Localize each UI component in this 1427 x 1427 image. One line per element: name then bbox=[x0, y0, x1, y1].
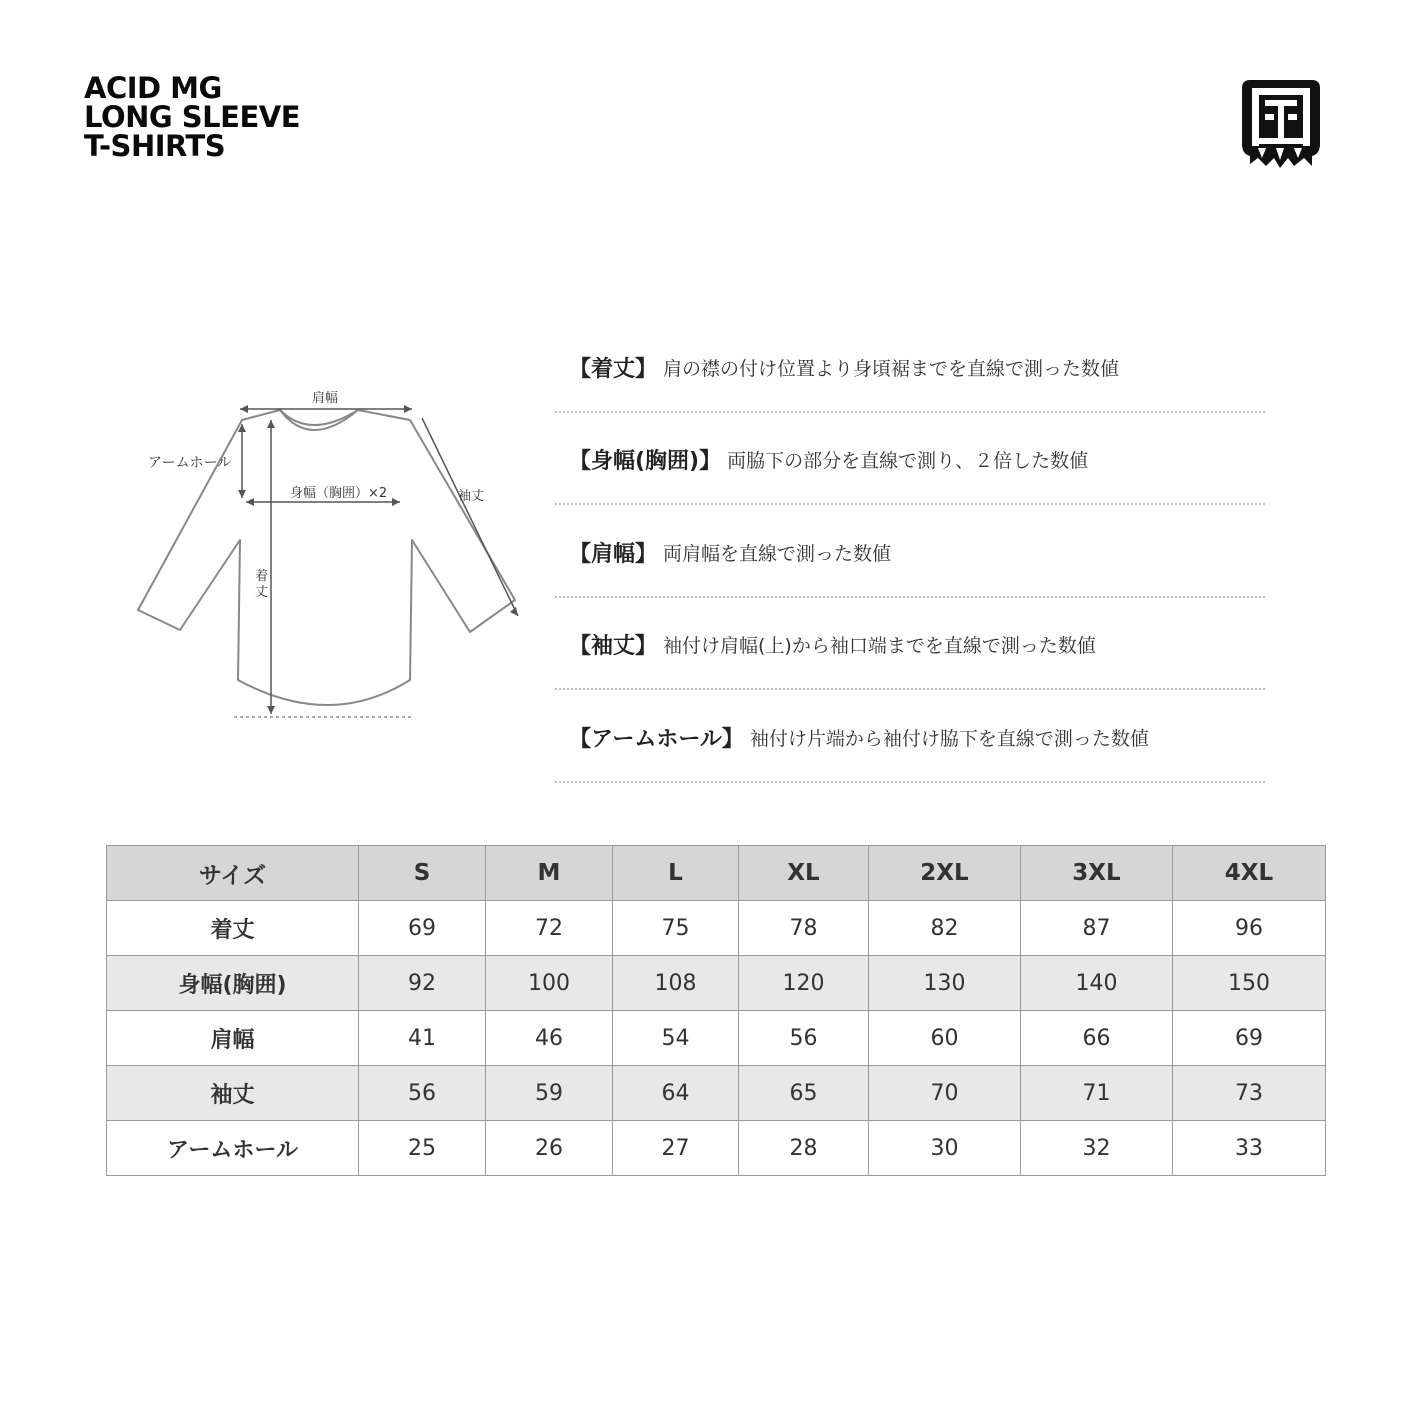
table-cell: 87 bbox=[1021, 901, 1173, 956]
table-row bbox=[107, 956, 1326, 1011]
definition-term: 【着丈】 bbox=[569, 356, 658, 382]
size-chart-table bbox=[106, 845, 1326, 1176]
table-cell: 70 bbox=[869, 1066, 1021, 1121]
table-cell: 25 bbox=[359, 1121, 486, 1176]
table-cell: 69 bbox=[1173, 1011, 1326, 1066]
header-size-cell: 3XL bbox=[1021, 846, 1173, 901]
table-cell: 54 bbox=[613, 1011, 739, 1066]
table-cell: 92 bbox=[359, 956, 486, 1011]
definition-term: 【身幅(胸囲)】 bbox=[569, 449, 722, 475]
table-row bbox=[107, 1121, 1326, 1176]
diagram-label-shoulder: 肩幅 bbox=[312, 391, 339, 406]
table-cell: 56 bbox=[359, 1066, 486, 1121]
table-cell: 27 bbox=[613, 1121, 739, 1176]
header-size-cell: M bbox=[486, 846, 613, 901]
table-cell: 75 bbox=[613, 901, 739, 956]
header-size-cell: 2XL bbox=[869, 846, 1021, 901]
table-cell: 64 bbox=[613, 1066, 739, 1121]
table-cell: 26 bbox=[486, 1121, 613, 1176]
diagram-label-chest: 身幅（胸囲）×2 bbox=[290, 486, 388, 501]
definition-row bbox=[555, 690, 1265, 783]
table-cell: 46 bbox=[486, 1011, 613, 1066]
diagram-label-length-2: 丈 bbox=[255, 585, 269, 600]
measurement-definitions bbox=[555, 320, 1265, 783]
table-cell: 108 bbox=[613, 956, 739, 1011]
table-cell: 33 bbox=[1173, 1121, 1326, 1176]
row-label-cell: 袖丈 bbox=[107, 1066, 359, 1121]
definition-term: 【袖丈】 bbox=[569, 634, 658, 660]
table-cell: 30 bbox=[869, 1121, 1021, 1176]
product-title-line-3: T-SHIRTS bbox=[84, 129, 226, 163]
row-label-cell: 身幅(胸囲) bbox=[107, 956, 359, 1011]
header-size-cell: S bbox=[359, 846, 486, 901]
table-cell: 130 bbox=[869, 956, 1021, 1011]
table-cell: 100 bbox=[486, 956, 613, 1011]
table-header-row bbox=[107, 846, 1326, 901]
header-size-cell: XL bbox=[739, 846, 869, 901]
table-cell: 56 bbox=[739, 1011, 869, 1066]
product-title bbox=[84, 71, 301, 163]
table-cell: 140 bbox=[1021, 956, 1173, 1011]
definition-text: 袖付け片端から袖付け脇下を直線で測った数値 bbox=[749, 727, 1149, 750]
tshirt-diagram bbox=[130, 380, 530, 725]
product-title-line-2: LONG SLEEVE bbox=[84, 100, 301, 134]
table-row bbox=[107, 1066, 1326, 1121]
row-label-cell: アームホール bbox=[107, 1121, 359, 1176]
definition-term: 【アームホール】 bbox=[569, 726, 744, 752]
table-cell: 41 bbox=[359, 1011, 486, 1066]
table-cell: 59 bbox=[486, 1066, 613, 1121]
table-cell: 71 bbox=[1021, 1066, 1173, 1121]
table-cell: 32 bbox=[1021, 1121, 1173, 1176]
diagram-label-sleeve: 袖丈 bbox=[458, 489, 485, 504]
row-label-cell: 肩幅 bbox=[107, 1011, 359, 1066]
table-row bbox=[107, 1011, 1326, 1066]
table-cell: 69 bbox=[359, 901, 486, 956]
table-cell: 28 bbox=[739, 1121, 869, 1176]
table-cell: 120 bbox=[739, 956, 869, 1011]
table-cell: 72 bbox=[486, 901, 613, 956]
diagram-label-armhole: アームホール bbox=[148, 455, 232, 471]
header-size-cell: 4XL bbox=[1173, 846, 1326, 901]
product-title-line-1: ACID MG bbox=[84, 71, 222, 105]
header-size-cell: L bbox=[613, 846, 739, 901]
table-cell: 66 bbox=[1021, 1011, 1173, 1066]
table-row bbox=[107, 901, 1326, 956]
definition-row bbox=[555, 413, 1265, 506]
definition-text: 両肩幅を直線で測った数値 bbox=[663, 542, 892, 565]
definition-row bbox=[555, 505, 1265, 598]
table-cell: 78 bbox=[739, 901, 869, 956]
definition-text: 袖付け肩幅(上)から袖口端までを直線で測った数値 bbox=[663, 635, 1096, 658]
table-cell: 60 bbox=[869, 1011, 1021, 1066]
brand-logo-icon bbox=[1232, 74, 1330, 172]
definition-text: 肩の襟の付け位置より身頃裾までを直線で測った数値 bbox=[663, 357, 1120, 380]
header-corner-cell: サイズ bbox=[107, 846, 359, 901]
table-cell: 96 bbox=[1173, 901, 1326, 956]
table-cell: 150 bbox=[1173, 956, 1326, 1011]
definition-row bbox=[555, 320, 1265, 413]
definition-text: 両脇下の部分を直線で測り、２倍した数値 bbox=[727, 450, 1089, 473]
table-cell: 73 bbox=[1173, 1066, 1326, 1121]
row-label-cell: 着丈 bbox=[107, 901, 359, 956]
diagram-label-length-1: 着 bbox=[255, 569, 269, 584]
table-cell: 65 bbox=[739, 1066, 869, 1121]
definition-row bbox=[555, 598, 1265, 691]
table-cell: 82 bbox=[869, 901, 1021, 956]
definition-term: 【肩幅】 bbox=[569, 541, 658, 567]
